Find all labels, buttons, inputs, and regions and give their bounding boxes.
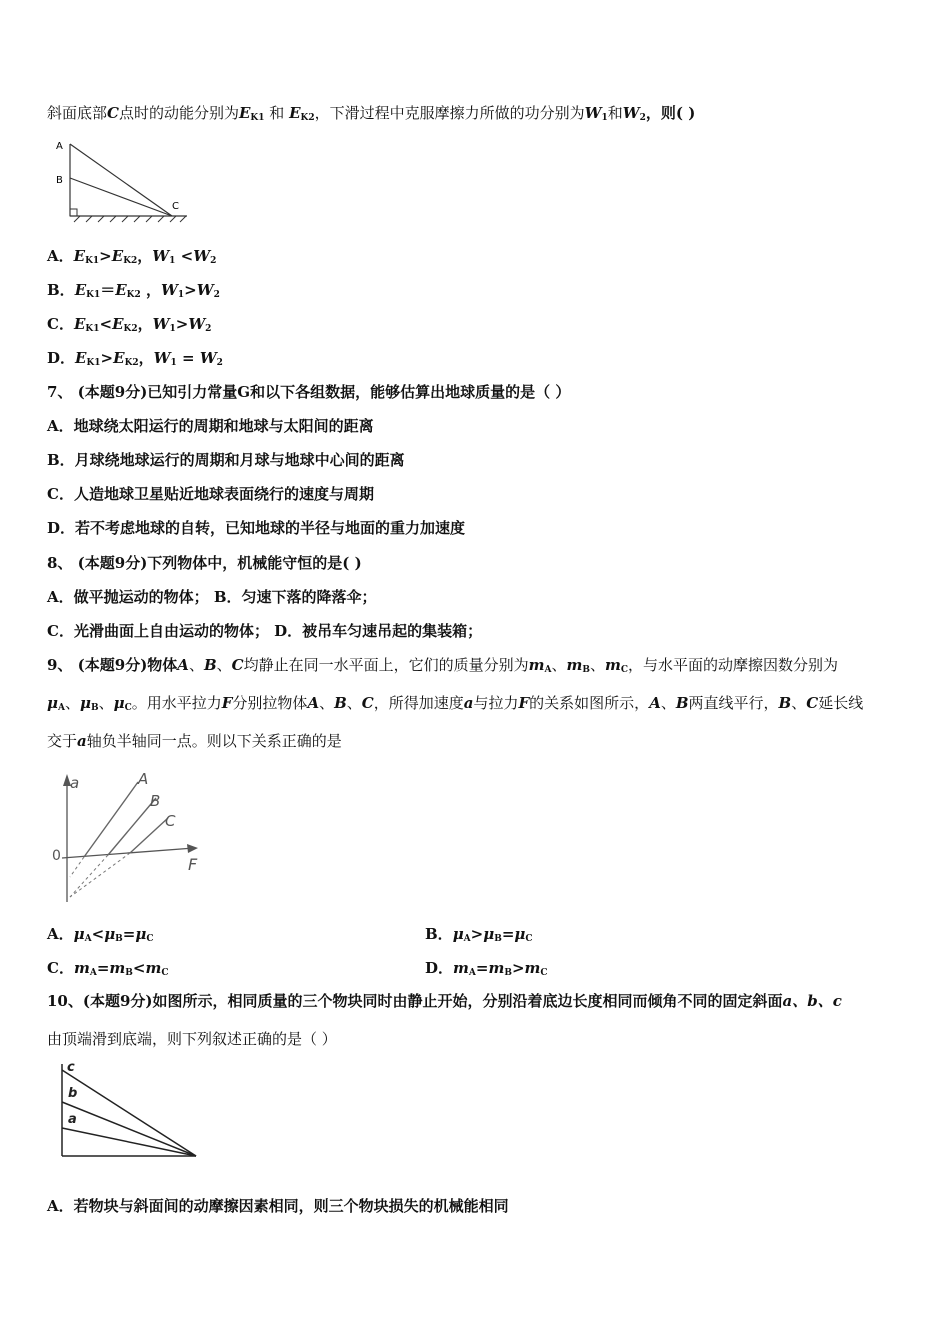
q9-stem-line2: $\mu_A$、$\mu_B$、$\mu_C$。用水平拉力F分别拉物体A、B、C，所得加速度a与拉力F的关系如图所示，A、B两直线平行，B、C延长线: [47, 694, 864, 713]
q10-stem-line2: 由顶端滑到底端，则下列叙述正确的是（ ）: [47, 1030, 337, 1048]
q7-option-b[interactable]: B．月球绕地球运行的周期和月球与地球中心间的距离: [47, 451, 405, 469]
q9-options-ab[interactable]: A．$\mu_A<\mu_B=\mu_C$ B．$\mu_A>\mu_B=\mu_C$: [47, 924, 154, 949]
incline-c-label: c: [67, 1060, 75, 1075]
q7-option-a[interactable]: A．地球绕太阳运行的周期和地球与太阳间的距离: [47, 417, 374, 435]
incline-ac: [70, 144, 172, 216]
q8-options-ab[interactable]: A．做平抛运动的物体； B．匀速下落的降落伞；: [47, 588, 377, 606]
origin-label: 0: [52, 848, 61, 864]
incline-b: [62, 1102, 196, 1156]
acceleration-force-graph: [42, 762, 212, 912]
line-b: [108, 798, 156, 855]
q10-stem-line1: 10、(本题9分)如图所示，相同质量的三个物块同时由静止开始，分别沿着底边长度相同而倾角不同的固定斜面a、b、c: [47, 992, 842, 1010]
three-inclines-figure: [56, 1058, 206, 1163]
line-a: [84, 782, 138, 857]
right-angle-mark: [70, 209, 77, 216]
point-c-label: C: [172, 201, 179, 212]
line-a-label: A: [138, 770, 149, 788]
incline-b-label: b: [68, 1086, 78, 1101]
incline-bc: [70, 178, 172, 216]
q9-option-d[interactable]: D．$m_A=m_B>m_C$: [425, 959, 548, 978]
line-c: [130, 818, 168, 853]
f-axis: [62, 848, 194, 858]
q9-options-cd[interactable]: C．$m_A=m_B<m_C$ D．$m_A=m_B>m_C$: [47, 958, 169, 983]
q6-intro: 斜面底部C点时的动能分别为$E_{K1}$ 和 $E_{K2}$，下滑过程中克服摩擦力所做的功分别为$W_1$和$W_2$，则( ): [47, 104, 696, 123]
q9-stem-line3: 交于a轴负半轴同一点。则以下关系正确的是: [47, 732, 342, 750]
incline-figure-abc: [52, 136, 192, 226]
q10-option-a[interactable]: A．若物块与斜面间的动摩擦因素相同，则三个物块损失的机械能相同: [47, 1197, 509, 1215]
ground-hatch: [74, 216, 186, 222]
q9-stem-line1: 9、 (本题9分)物体A、B、C均静止在同一水平面上，它们的质量分别为$m_A$、$m_B$、$m_C$，与水平面的动摩擦因数分别为: [47, 656, 839, 675]
a-axis-label: a: [70, 774, 80, 792]
q7-option-d[interactable]: D．若不考虑地球的自转，已知地球的半径与地面的重力加速度: [47, 519, 466, 537]
line-c-label: C: [165, 812, 176, 830]
incline-a-label: a: [68, 1112, 77, 1127]
q7-option-c[interactable]: C．人造地球卫星贴近地球表面绕行的速度与周期: [47, 485, 374, 503]
f-axis-label: F: [188, 855, 198, 874]
incline-a: [62, 1128, 196, 1156]
q6-option-b[interactable]: B．$E_{K1}=E_{K2}$ ，$W_1>W_2$: [47, 281, 220, 300]
line-b-label: B: [150, 792, 161, 810]
q9-option-b[interactable]: B．$\mu_A>\mu_B=\mu_C$: [425, 925, 533, 944]
q6-option-c[interactable]: C．$E_{K1}<E_{K2}$，$W_1>W_2$: [47, 315, 212, 334]
line-a-extension: [70, 857, 84, 877]
q6-option-d[interactable]: D．$E_{K1}>E_{K2}$，$W_1 = W_2$: [47, 349, 223, 368]
point-b-label: B: [56, 175, 63, 186]
q7-stem: 7、 (本题9分)已知引力常量G和以下各组数据，能够估算出地球质量的是（ ）: [47, 383, 571, 401]
point-a-label: A: [56, 141, 63, 152]
f-axis-arrow: [187, 844, 198, 853]
q8-options-cd[interactable]: C．光滑曲面上自由运动的物体； D．被吊车匀速吊起的集装箱；: [47, 622, 483, 640]
line-c-extension: [70, 853, 130, 897]
incline-c: [62, 1070, 196, 1156]
q8-stem: 8、 (本题9分)下列物体中，机械能守恒的是( ): [47, 554, 362, 572]
line-b-extension: [70, 855, 108, 897]
q6-option-a[interactable]: A．$E_{K1}>E_{K2}$，$W_1 <W_2$: [47, 247, 217, 266]
